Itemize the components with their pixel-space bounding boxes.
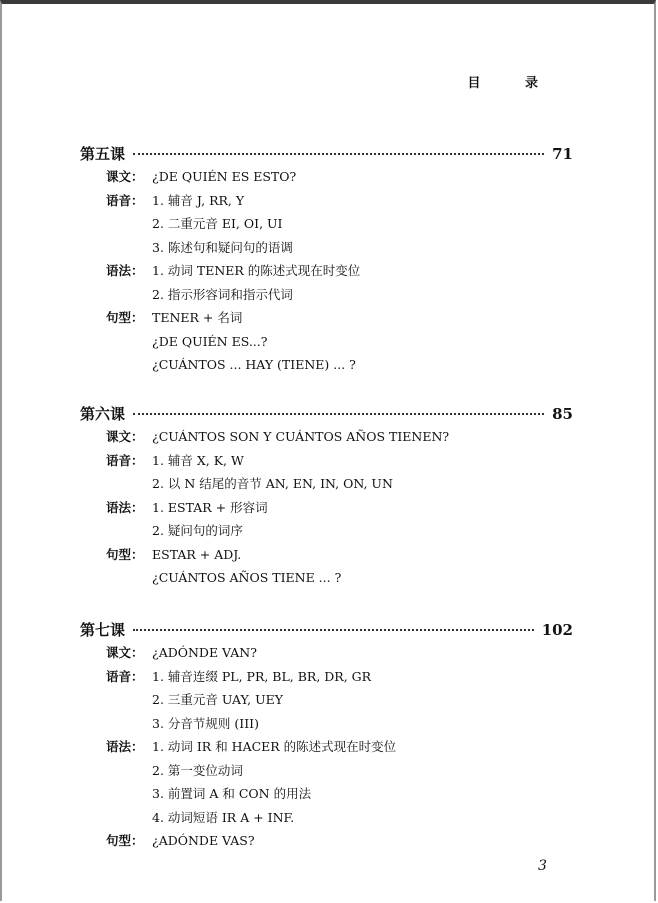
section-item: 1. 辅音 X, K, W <box>152 452 244 468</box>
section-item: 1. ESTAR + 形容词 <box>152 499 268 515</box>
section-item: 3. 前置词 A 和 CON 的用法 <box>152 786 312 801</box>
toc-row <box>80 472 573 496</box>
lesson-title: 第六课 <box>80 405 126 423</box>
toc-row <box>80 806 573 830</box>
toc-row <box>80 665 573 689</box>
section-label: 语法： <box>106 739 144 754</box>
section-item: 3. 陈述句和疑问句的语调 <box>152 239 293 255</box>
section-item: TENER + 名词 <box>152 310 243 325</box>
lesson-page-number: 71 <box>552 145 573 163</box>
section-item: ¿DE QUIÉN ES ESTO? <box>152 169 297 184</box>
lesson-title: 第七课 <box>80 621 126 639</box>
toc-row <box>80 189 573 213</box>
toc-row <box>80 283 573 307</box>
dot-leader <box>133 153 544 155</box>
page-number: 3 <box>538 858 547 874</box>
toc-row <box>80 519 573 543</box>
section-item: ¿CUÁNTOS ... HAY (TIENE) ... ? <box>152 357 356 372</box>
section-item: ¿CUÁNTOS SON Y CUÁNTOS AÑOS TIENEN? <box>152 429 450 444</box>
dot-leader <box>133 629 534 631</box>
section-item: 2. 二重元音 EI, OI, UI <box>152 216 283 231</box>
section-label: 句型： <box>106 546 144 562</box>
section-label: 语音： <box>106 452 144 468</box>
section-item: 2. 以 N 结尾的音节 AN, EN, IN, ON, UN <box>152 476 393 491</box>
section-item: 2. 指示形容词和指示代词 <box>152 286 293 302</box>
toc-row <box>80 688 573 712</box>
section-item: 2. 第一变位动词 <box>152 762 243 778</box>
toc-row <box>80 566 573 590</box>
toc-row <box>80 759 573 783</box>
section-item: 1. 动词 IR 和 HACER 的陈述式现在时变位 <box>152 739 397 754</box>
toc-row <box>80 782 573 806</box>
lesson-heading <box>80 619 573 641</box>
section-item: ¿ADÓNDE VAS? <box>152 833 255 848</box>
lesson-page-number: 102 <box>541 621 573 639</box>
toc-row <box>80 543 573 567</box>
section-item: 4. 动词短语 IR A + INF. <box>152 809 295 825</box>
toc-row <box>80 496 573 520</box>
lesson-6 <box>80 403 573 590</box>
section-label: 语音： <box>106 192 144 208</box>
page-header: 目 录 <box>467 76 558 91</box>
lesson-heading <box>80 143 573 165</box>
lesson-page-number: 85 <box>552 405 573 423</box>
section-label: 课文： <box>106 169 144 184</box>
toc-row <box>80 353 573 377</box>
lesson-5 <box>80 143 573 377</box>
toc-row <box>80 425 573 449</box>
section-label: 课文： <box>106 645 144 660</box>
section-label: 语音： <box>106 668 144 684</box>
section-label: 语法： <box>106 499 144 515</box>
toc-row <box>80 641 573 665</box>
section-item: 3. 分音节规则 (III) <box>152 715 259 731</box>
lesson-heading <box>80 403 573 425</box>
section-label: 语法： <box>106 263 144 278</box>
section-label: 句型： <box>106 310 144 325</box>
section-label: 句型： <box>106 833 144 848</box>
toc-row <box>80 735 573 759</box>
toc-row <box>80 236 573 260</box>
toc-row <box>80 330 573 354</box>
section-item: 1. 动词 TENER 的陈述式现在时变位 <box>152 263 361 278</box>
dot-leader <box>133 413 544 415</box>
toc-row <box>80 259 573 283</box>
section-item: ¿ADÓNDE VAN? <box>152 645 257 660</box>
section-item: ¿DE QUIÉN ES...? <box>152 333 268 349</box>
toc-row <box>80 165 573 189</box>
lesson-title: 第五课 <box>80 145 126 163</box>
section-item: 1. 辅音连缀 PL, PR, BL, BR, DR, GR <box>152 668 372 684</box>
section-item: 2. 疑问句的词序 <box>152 523 243 538</box>
toc-row <box>80 306 573 330</box>
toc-row <box>80 212 573 236</box>
section-item: 2. 三重元音 UAY, UEY <box>152 692 284 707</box>
section-item: ¿CUÁNTOS AÑOS TIENE ... ? <box>152 570 342 585</box>
section-item: ESTAR + ADJ. <box>152 546 242 562</box>
toc-row <box>80 712 573 736</box>
lesson-7 <box>80 619 573 853</box>
section-item: 1. 辅音 J, RR, Y <box>152 192 245 208</box>
toc-row <box>80 829 573 853</box>
section-label: 课文： <box>106 429 144 444</box>
toc-row <box>80 449 573 473</box>
